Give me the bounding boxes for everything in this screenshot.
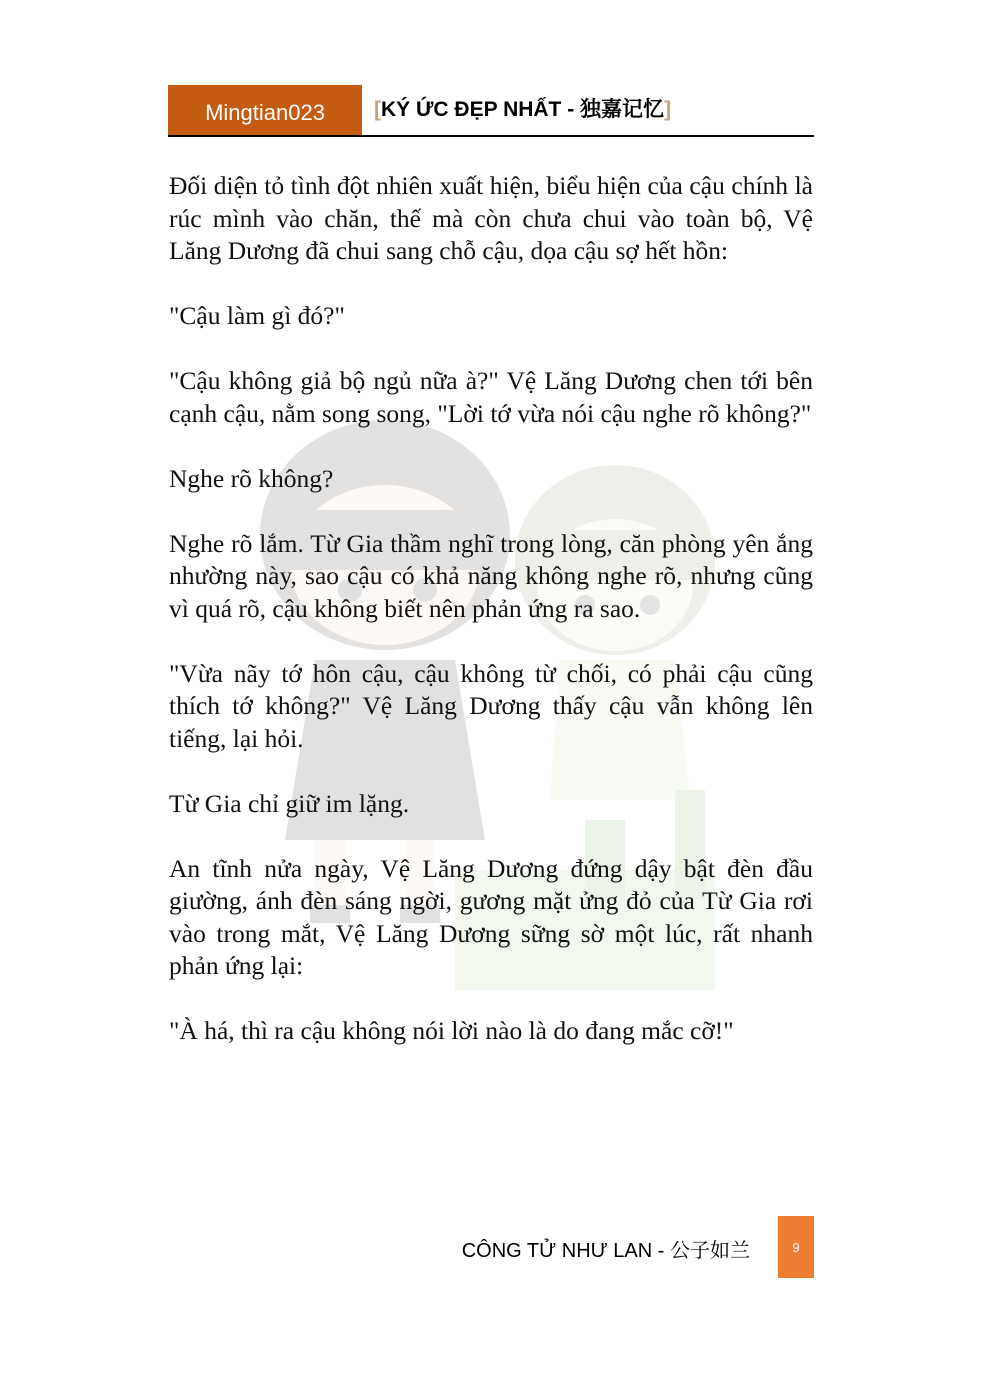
page-content <box>169 170 813 1080</box>
paragraph: "Cậu không giả bộ ngủ nữa à?" Vệ Lăng Dương chen tới bên cạnh cậu, nằm song song, "Lời tớ vừa nói cậu nghe rõ không?" <box>169 366 813 428</box>
paragraph: Nghe rõ lắm. Từ Gia thầm nghĩ trong lòng, căn phòng yên ắng nhường này, sao cậu có khả năng không nghe rõ, nhưng cũng vì quá rõ, cậu không biết nên phản ứng ra sao. <box>169 528 813 623</box>
footer-author: CÔNG TỬ NHƯ LAN - 公子如兰 <box>461 1240 750 1262</box>
paragraph: Từ Gia chỉ giữ im lặng. <box>169 788 410 818</box>
paragraph: "À há, thì ra cậu không nói lời nào là do đang mắc cỡ!" <box>169 1016 734 1045</box>
title-text: KÝ ỨC ĐẸP NHẤT - 独嘉记忆 <box>381 98 665 121</box>
header-author-tab <box>168 85 362 136</box>
title-open-bracket: [ <box>374 98 381 121</box>
paragraph: "Vừa nãy tớ hôn cậu, cậu không từ chối, có phải cậu cũng thích tớ không?" Vệ Lăng Dương thấy cậu vẫn không lên tiếng, lại hỏi. <box>169 658 813 753</box>
header-divider <box>168 135 814 137</box>
header-book-title <box>374 93 671 123</box>
paragraph: "Cậu làm gì đó?" <box>169 301 345 330</box>
paragraph: Nghe rõ không? <box>169 463 334 493</box>
page-number-badge <box>778 1216 814 1278</box>
page-number: 9 <box>792 1239 800 1255</box>
paragraph: An tĩnh nửa ngày, Vệ Lăng Dương đứng dậy bật đèn đầu giường, ánh đèn sáng ngời, gương mặt ửng đỏ của Từ Gia rơi vào trong mắt, Vệ Lăng Dương sững sờ một lúc, rất nhanh phản ứng lại: <box>169 853 813 980</box>
header-author-label: Mingtian023 <box>205 99 325 125</box>
title-close-bracket: ] <box>664 98 672 121</box>
paragraph: Đối diện tỏ tình đột nhiên xuất hiện, biểu hiện của cậu chính là rúc mình vào chăn, thế mà còn chưa chui vào toàn bộ, Vệ Lăng Dương đã chui sang chỗ cậu, dọa cậu sợ hết hồn: <box>169 171 813 265</box>
